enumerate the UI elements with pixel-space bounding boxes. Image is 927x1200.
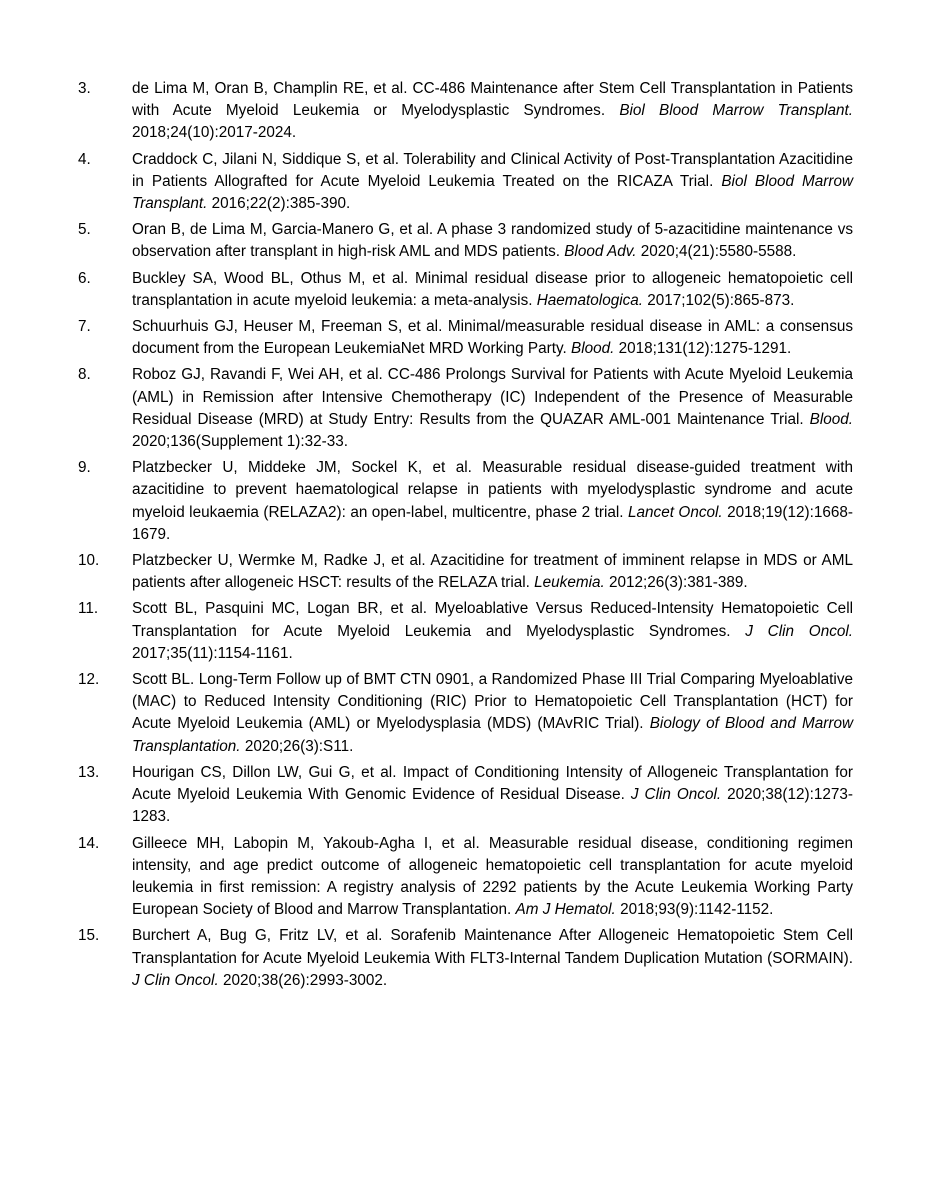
reference-number: 10. xyxy=(78,552,100,570)
reference-authors-title: Oran B, de Lima M, Garcia-Manero G, et al. A phase 3 randomized study of 5-azacitidine maintenance vs observation after transplant in high-risk AML and MDS patients. xyxy=(132,221,853,261)
reference-journal: Blood. xyxy=(809,410,854,428)
reference-journal: J Clin Oncol. xyxy=(745,622,854,640)
reference-journal: Leukemia. xyxy=(534,574,605,592)
reference-citation: 2020;38(26):2993-3002. xyxy=(222,971,388,989)
reference-text xyxy=(132,364,853,453)
reference-text xyxy=(132,316,853,360)
reference-journal: Lancet Oncol. xyxy=(628,503,723,521)
reference-citation: 2020;26(3):S11. xyxy=(244,737,354,755)
reference-journal: Am J Hematol. xyxy=(515,901,616,919)
reference-text xyxy=(132,149,853,216)
reference-citation: 2018;93(9):1142-1152. xyxy=(620,901,774,919)
reference-text xyxy=(132,598,853,665)
reference-number: 12. xyxy=(78,671,100,689)
reference-journal: Haematologica. xyxy=(536,291,644,309)
reference-authors-title: Scott BL, Pasquini MC, Logan BR, et al. Myeloablative Versus Reduced-Intensity Hematopoietic Cell Transplantation for Acute Myeloid Leukemia and Myelodysplastic Syndromes. xyxy=(132,600,853,640)
reference-authors-title: Schuurhuis GJ, Heuser M, Freeman S, et al. Minimal/measurable residual disease in AML: a consensus document from the European LeukemiaNet MRD Working Party. xyxy=(132,318,853,358)
reference-citation: 2020;4(21):5580-5588. xyxy=(640,243,797,261)
reference-number: 11. xyxy=(78,600,99,618)
reference-item xyxy=(78,669,853,758)
reference-item xyxy=(78,316,853,360)
reference-item xyxy=(78,550,853,594)
reference-item xyxy=(78,78,853,145)
reference-text xyxy=(132,457,853,546)
reference-item xyxy=(78,925,853,992)
reference-item xyxy=(78,762,853,829)
reference-list xyxy=(78,78,853,996)
reference-authors-title: Roboz GJ, Ravandi F, Wei AH, et al. CC-486 Prolongs Survival for Patients with Acute Myeloid Leukemia (AML) in Remission after Intensive Chemotherapy (IC) Independent of the Presence of Measurable Residual Disease (MRD) at Study Entry: Results from the QUAZAR AML-001 Maintenance Trial. xyxy=(132,366,853,428)
reference-item xyxy=(78,268,853,312)
reference-number: 7. xyxy=(78,318,91,336)
reference-journal: Biol Blood Marrow Transplant. xyxy=(132,172,853,213)
reference-authors-title: Hourigan CS, Dillon LW, Gui G, et al. Impact of Conditioning Intensity of Allogeneic Transplantation for Acute Myeloid Leukemia With Genomic Evidence of Residual Disease. xyxy=(132,763,853,804)
reference-journal: Biology of Blood and Marrow Transplantation. xyxy=(132,715,853,755)
reference-text xyxy=(132,669,853,758)
reference-citation: 2018;24(10):2017-2024. xyxy=(132,124,297,142)
reference-citation: 2016;22(2):385-390. xyxy=(211,195,351,213)
reference-authors-title: Burchert A, Bug G, Fritz LV, et al. Sorafenib Maintenance After Allogeneic Hematopoietic Stem Cell Transplantation for Acute Myeloid Leukemia With FLT3-Internal Tandem Duplication Mutation (SORMAIN). xyxy=(132,927,853,967)
reference-journal: Blood Adv. xyxy=(564,243,637,261)
reference-item xyxy=(78,149,853,216)
reference-text xyxy=(132,762,853,829)
reference-authors-title: Scott BL. Long-Term Follow up of BMT CTN 0901, a Randomized Phase III Trial Comparing Myeloablative (MAC) to Reduced Intensity Conditioning (RIC) Prior to Hematopoietic Cell Transplantation (HCT) for Acute Myeloid Leukemia (AML) or Myelodysplasia (MDS) (MAvRIC Trial). xyxy=(132,671,853,733)
reference-citation: 2012;26(3):381-389. xyxy=(608,574,748,592)
reference-citation: 2017;102(5):865-873. xyxy=(647,291,795,309)
reference-text xyxy=(132,219,853,263)
reference-journal: J Clin Oncol. xyxy=(630,786,722,804)
reference-journal: Biol Blood Marrow Transplant. xyxy=(619,102,854,120)
reference-number: 8. xyxy=(78,366,91,384)
reference-authors-title: Platzbecker U, Middeke JM, Sockel K, et al. Measurable residual disease-guided treatment with azacitidine to prevent haematological relapse in patients with myelodysplastic syndrome and acute myeloid leukaemia (RELAZA2): an open-label, multicentre, phase 2 trial. xyxy=(132,459,853,521)
reference-journal: Blood. xyxy=(571,340,615,358)
reference-number: 6. xyxy=(78,269,91,287)
reference-text xyxy=(132,268,853,312)
reference-citation: 2020;136(Supplement 1):32-33. xyxy=(132,433,349,451)
reference-authors-title: Craddock C, Jilani N, Siddique S, et al. Tolerability and Clinical Activity of Post-Transplantation Azacitidine in Patients Allografted for Acute Myeloid Leukemia Treated on the RICAZA Trial. xyxy=(132,150,853,190)
reference-number: 5. xyxy=(78,221,91,239)
reference-text xyxy=(132,550,853,594)
reference-item xyxy=(78,833,853,922)
reference-text xyxy=(132,925,853,992)
reference-journal: J Clin Oncol. xyxy=(132,971,219,989)
reference-number: 13. xyxy=(78,763,100,781)
reference-item xyxy=(78,364,853,453)
reference-item xyxy=(78,598,853,665)
reference-citation: 2017;35(11):1154-1161. xyxy=(132,644,293,662)
reference-item xyxy=(78,457,853,546)
reference-number: 9. xyxy=(78,459,91,477)
reference-text xyxy=(132,78,853,145)
reference-number: 14. xyxy=(78,834,100,852)
reference-number: 4. xyxy=(78,150,91,168)
reference-number: 3. xyxy=(78,80,91,97)
reference-authors-title: Buckley SA, Wood BL, Othus M, et al. Minimal residual disease prior to allogeneic hematopoietic cell transplantation in acute myeloid leukemia: a meta-analysis. xyxy=(132,269,853,309)
reference-number: 15. xyxy=(78,927,100,945)
reference-authors-title: de Lima M, Oran B, Champlin RE, et al. CC-486 Maintenance after Stem Cell Transplantation in Patients with Acute Myeloid Leukemia or Myelodysplastic Syndromes. xyxy=(132,80,853,120)
reference-item xyxy=(78,219,853,263)
reference-citation: 2018;19(12):1668-1679. xyxy=(132,503,854,543)
reference-citation: 2018;131(12):1275-1291. xyxy=(618,340,792,358)
reference-authors-title: Gilleece MH, Labopin M, Yakoub-Agha I, et al. Measurable residual disease, conditioning regimen intensity, and age predict outcome of allogeneic hematopoietic cell transplantation for acute myeloid leukemia in first remission: A registry analysis of 2292 patients by the Acute Leukemia Working Party European Society of Blood and Marrow Transplantation. xyxy=(132,834,853,919)
reference-text xyxy=(132,833,853,922)
reference-citation: 2020;38(12):1273-1283. xyxy=(132,786,854,826)
reference-authors-title: Platzbecker U, Wermke M, Radke J, et al. Azacitidine for treatment of imminent relapse in MDS or AML patients after allogeneic HSCT: results of the RELAZA trial. xyxy=(132,552,853,592)
